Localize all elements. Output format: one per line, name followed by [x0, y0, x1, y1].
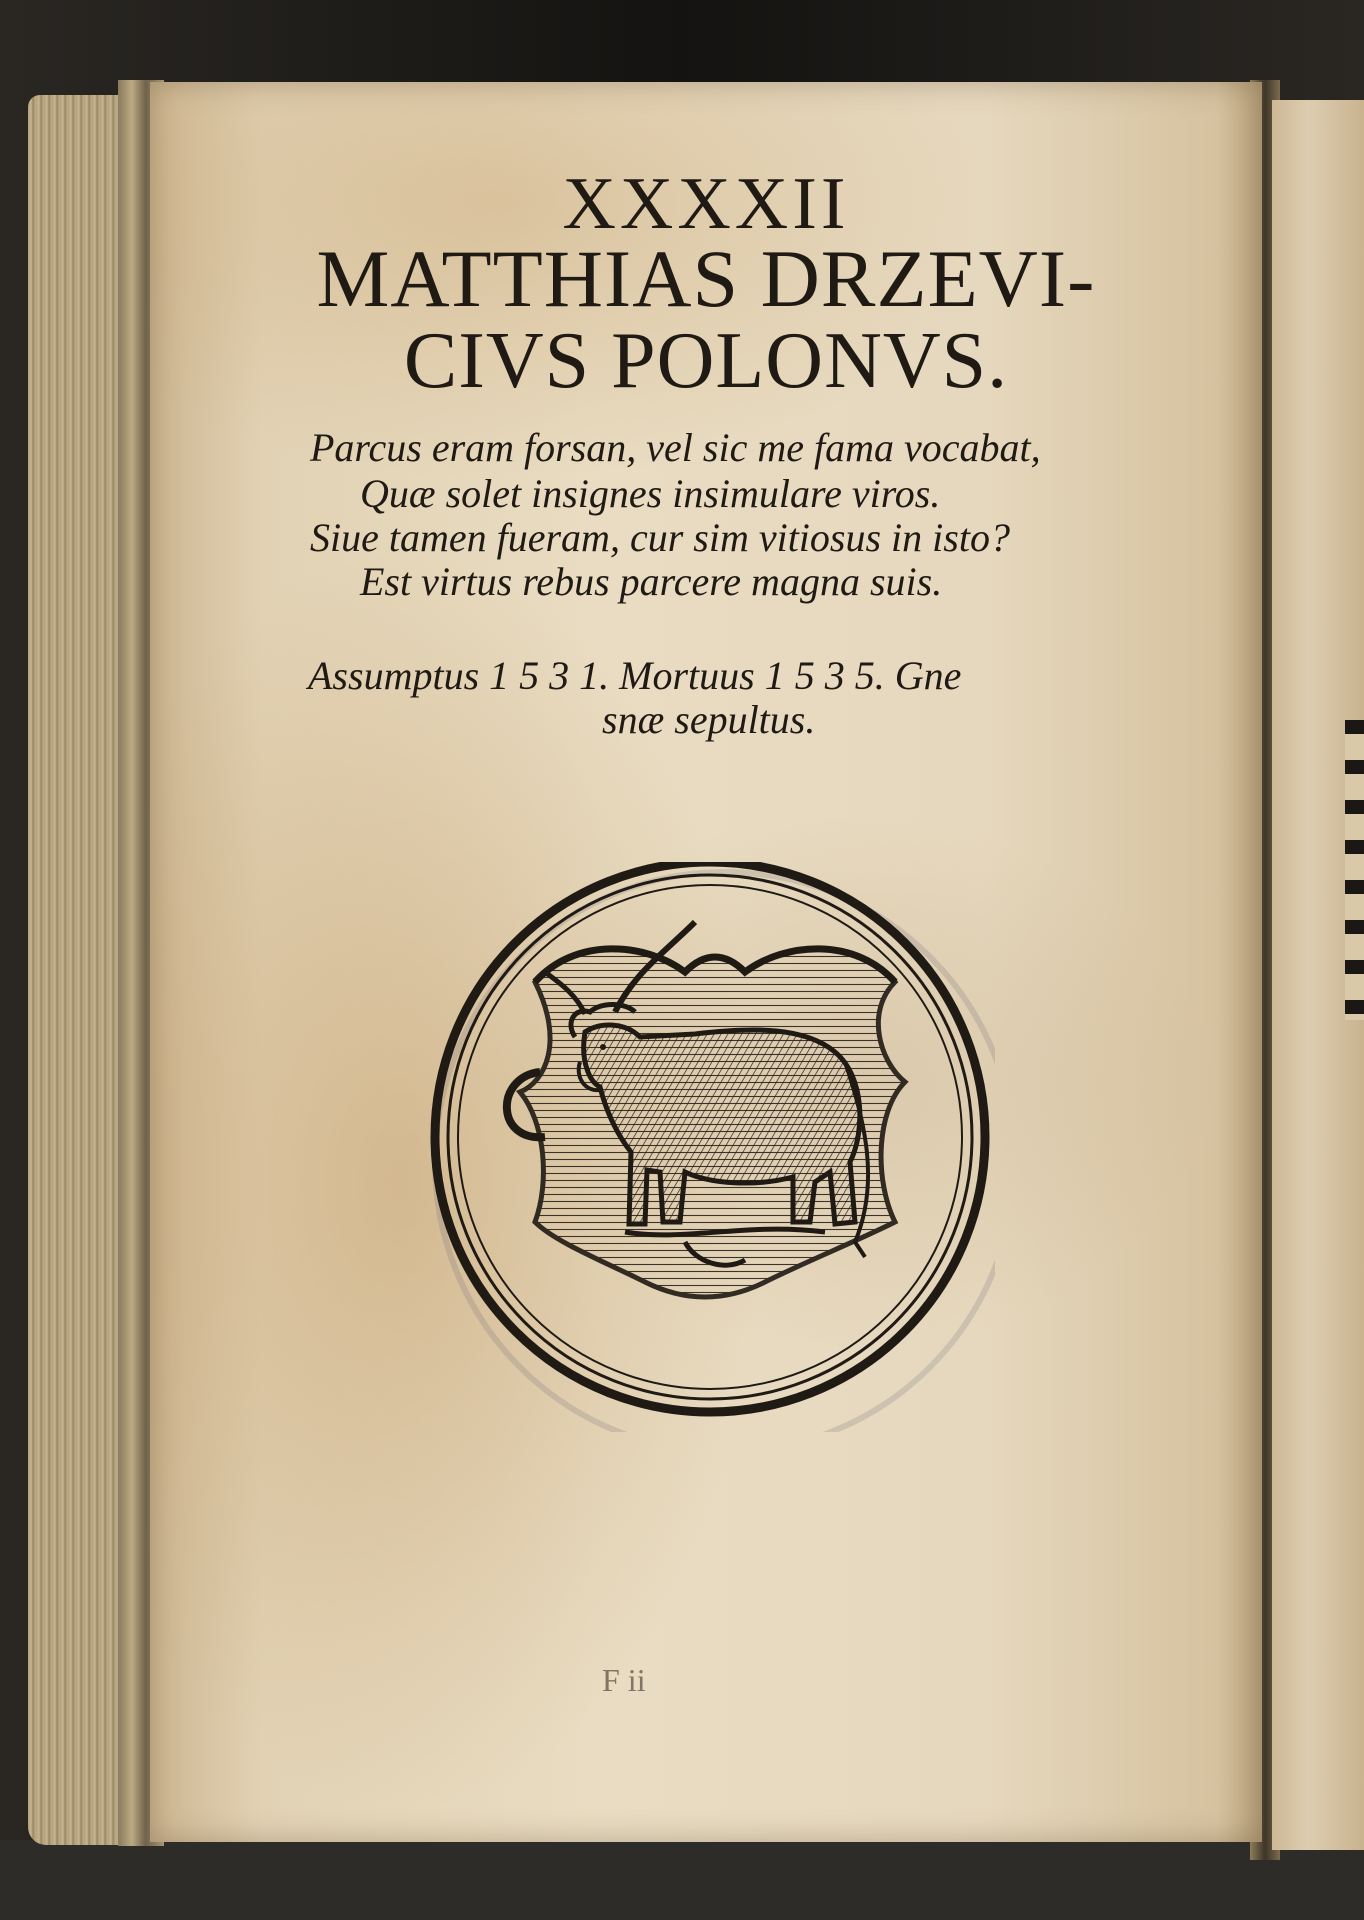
dates-line-2: snæ sepultus.: [602, 697, 816, 742]
dates-line-1: Assumptus 1 5 3 1. Mortuus 1 5 3 5. Gne: [308, 653, 962, 698]
verse-line-2: Quæ solet insignes insimulare viros.: [360, 471, 941, 516]
verse-line-4: Est virtus rebus parcere magna suis.: [360, 559, 943, 604]
facing-page-edge: [1345, 720, 1364, 1020]
book-page: [150, 82, 1262, 1842]
verse-line-3: Siue tamen fueram, cur sim vitiosus in isto?: [310, 515, 1010, 560]
entry-name-line-1: MATTHIAS DRZEVI-: [316, 233, 1096, 324]
bottom-shadow: [0, 1840, 1364, 1920]
entry-name-line-2: CIVS POLONVS.: [403, 317, 1009, 405]
woodcut-seal: [425, 862, 995, 1432]
ox-coat-of-arms-icon: [425, 862, 995, 1432]
verse-line-1: Parcus eram forsan, vel sic me fama vocabat,: [310, 425, 1041, 470]
signature-mark: F ii: [602, 1662, 646, 1698]
entry-number: XXXXII: [562, 163, 850, 245]
